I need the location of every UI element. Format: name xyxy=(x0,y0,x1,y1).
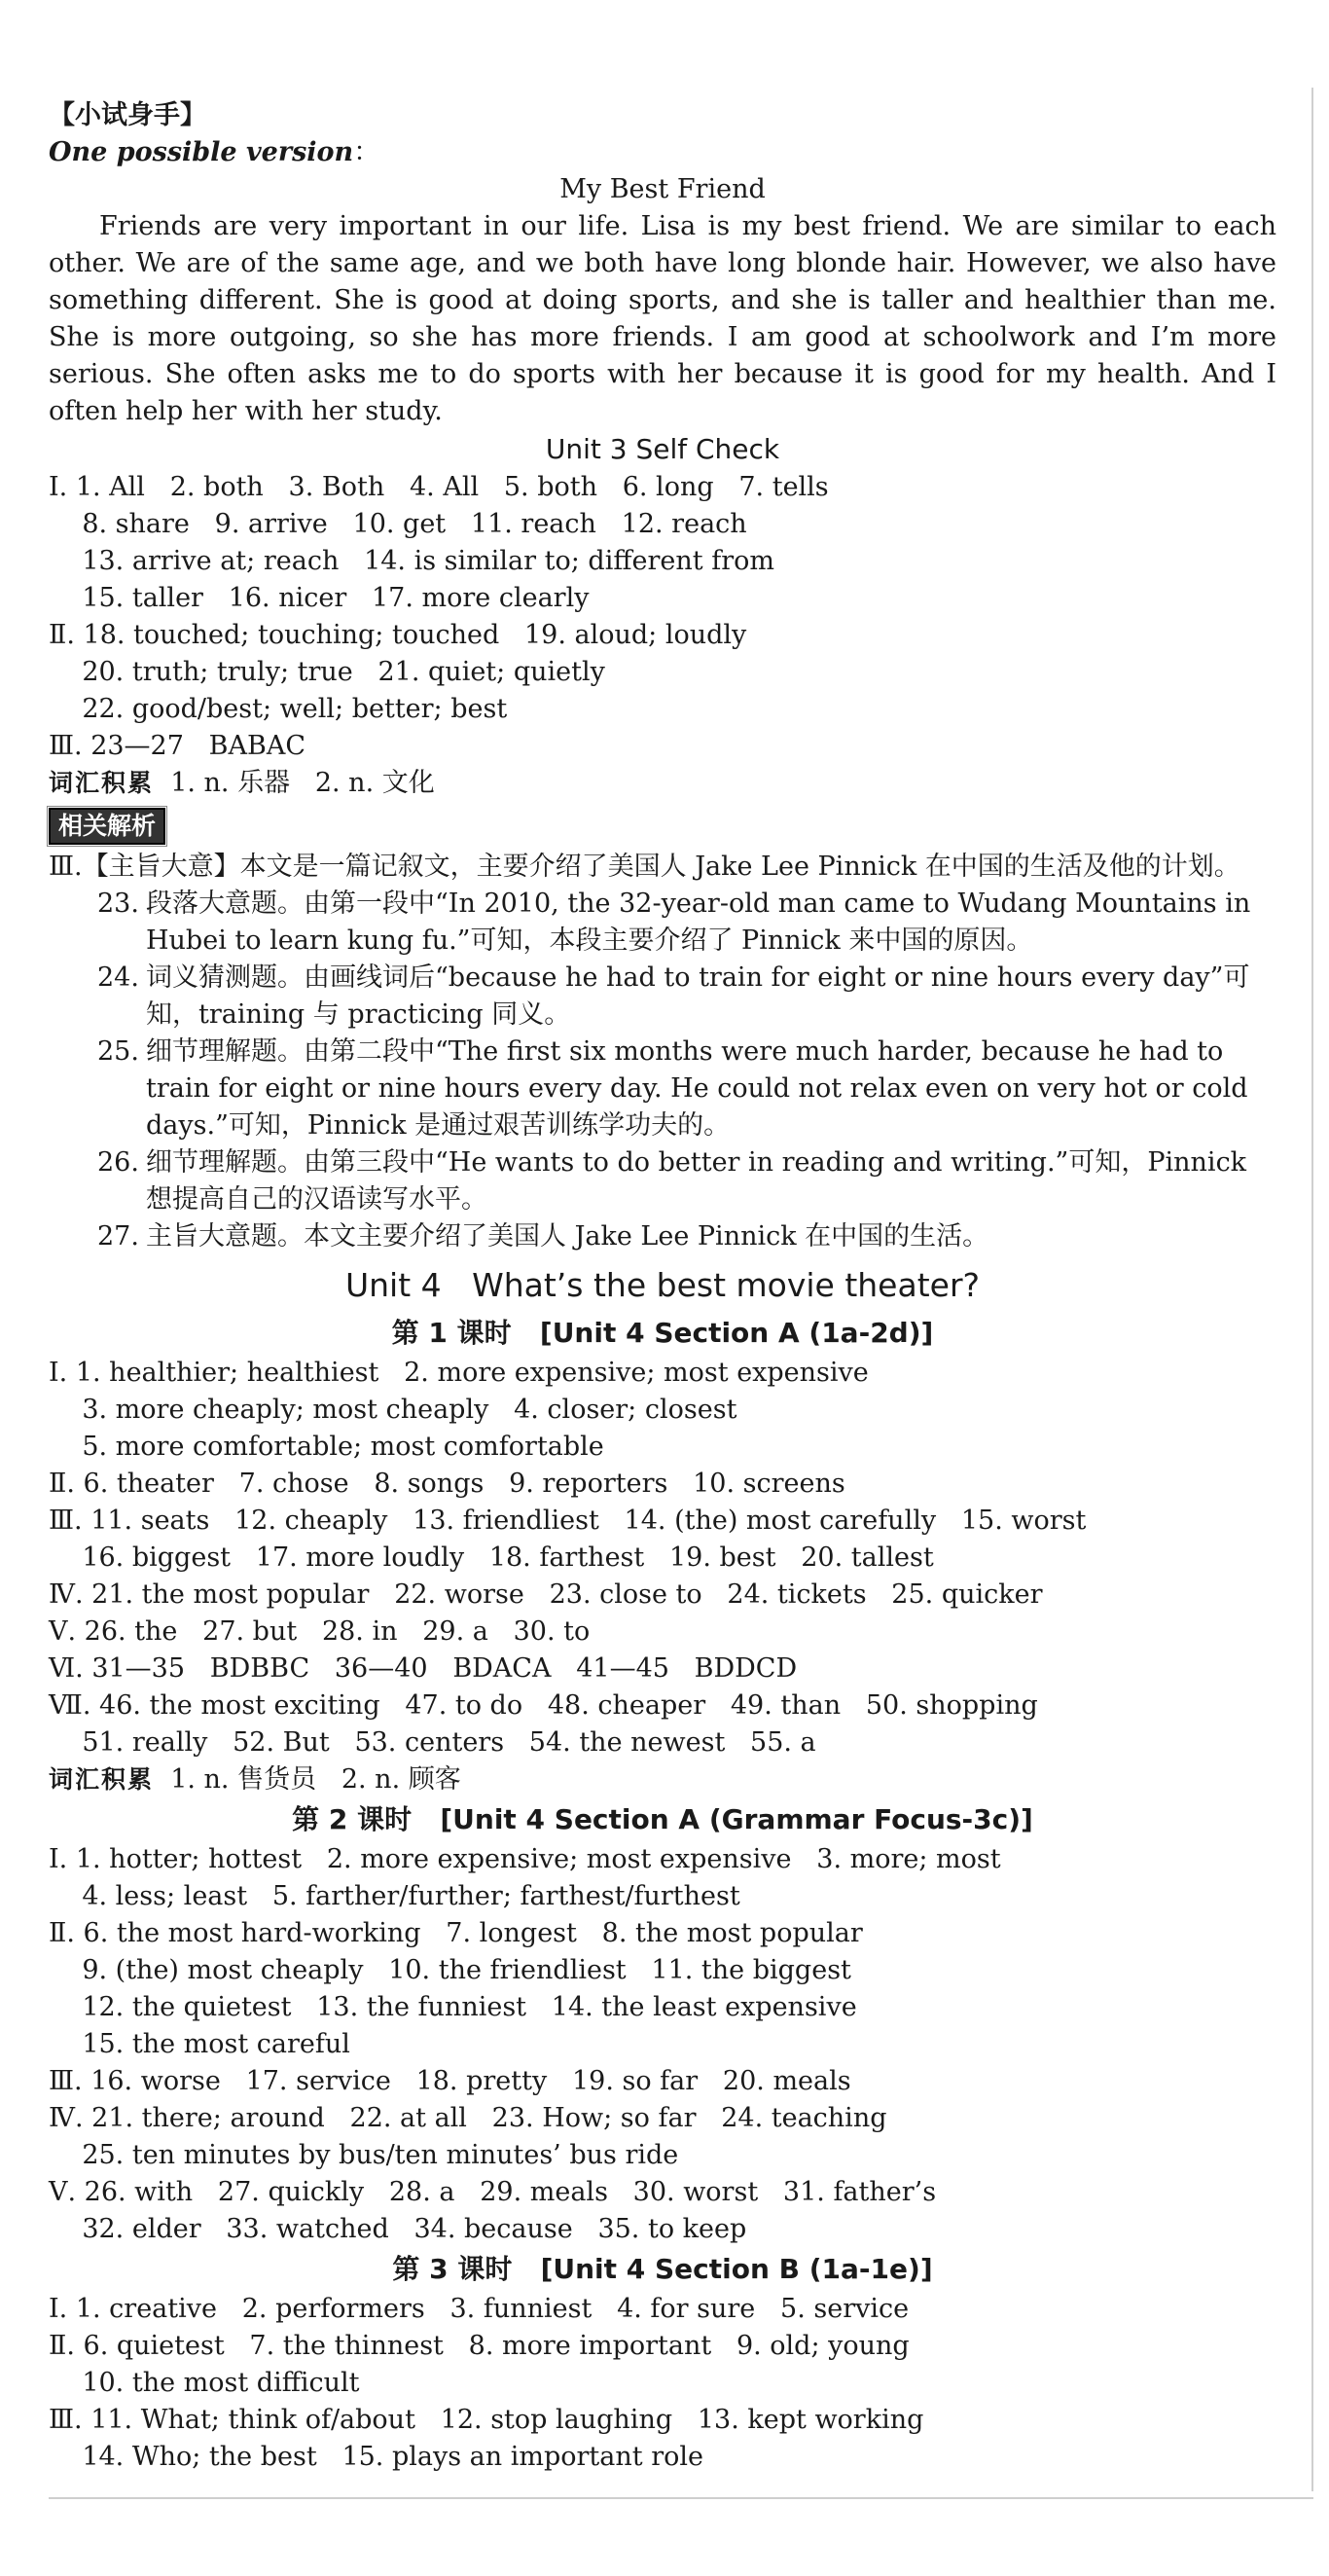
lesson3-answers xyxy=(49,2291,1276,2476)
lesson1-heading: 第 1 课时 [Unit 4 Section A (1a-2d)] xyxy=(391,1317,934,1349)
answer-line: 32. elder 33. watched 34. because 35. to keep xyxy=(49,2214,747,2244)
version-line xyxy=(49,134,1276,171)
analysis-item-text: 词义猜测题。由画线词后“because he had to train for eight or nine hours every day”可知，training 与 practicing 同义。 xyxy=(146,962,1250,1030)
answer-line: 3. more cheaply; most cheaply 4. closer; closest xyxy=(49,1395,737,1425)
essay-body: Friends are very important in our life. Lisa is my best friend. We are similar to each other. We are of the same age, and we both have long blonde hair. However, we also have something different. She is good at doing sports, and she is taller and healthier than me. She is more outgoing, so she has more friends. I am good at schoolwork and I’m more serious. She often asks me to do sports with her because it is good for my health. And I often help her with her study. xyxy=(49,211,1276,426)
analysis-item xyxy=(49,886,1276,960)
analysis-intro: Ⅲ.【主旨大意】本文是一篇记叙文，主要介绍了美国人 Jake Lee Pinnick 在中国的生活及他的计划。 xyxy=(49,852,1240,882)
answer-line: Ⅴ. 26. with 27. quickly 28. a 29. meals 30. worst 31. father’s xyxy=(49,2177,937,2207)
analysis-item-text: 细节理解题。由第三段中“He wants to do better in reading and writing.”可知，Pinnick 想提高自己的汉语读写水平。 xyxy=(146,1147,1247,1215)
analysis-item xyxy=(49,1218,1276,1255)
answer-line: 14. Who; the best 15. plays an important role xyxy=(49,2442,703,2472)
analysis-tag: 相关解析 xyxy=(49,808,165,845)
answer-line: Ⅶ. 46. the most exciting 47. to do 48. cheaper 49. than 50. shopping xyxy=(49,1690,1038,1721)
answer-line: Ⅴ. 26. the 27. but 28. in 29. a 30. to xyxy=(49,1616,591,1647)
lesson3-heading: 第 3 课时 [Unit 4 Section B (1a-1e)] xyxy=(392,2253,933,2285)
answer-line: 16. biggest 17. more loudly 18. farthest 19. best 20. tallest xyxy=(49,1542,934,1573)
essay-title: My Best Friend xyxy=(559,174,766,204)
answer-line: 15. taller 16. nicer 17. more clearly xyxy=(49,583,590,613)
analysis-tag-row xyxy=(49,802,1276,849)
unit4-heading: Unit 4 What’s the best movie theater? xyxy=(344,1266,981,1304)
analysis-item-number: 27. xyxy=(97,1221,139,1252)
answer-line: 12. the quietest 13. the funniest 14. the least expensive xyxy=(49,1992,857,2022)
answer-line: Ⅰ. 1. All 2. both 3. Both 4. All 5. both 6. long 7. tells xyxy=(49,472,829,502)
answer-line: 22. good/best; well; better; best xyxy=(49,694,508,724)
answer-line: Ⅰ. 1. healthier; healthiest 2. more expensive; most expensive xyxy=(49,1358,869,1388)
lesson2-heading: 第 2 课时 [Unit 4 Section A (Grammar Focus-3c)] xyxy=(292,1803,1033,1835)
analysis-item-number: 26. xyxy=(97,1147,139,1178)
answer-line: 5. more comfortable; most comfortable xyxy=(49,1432,604,1462)
unit3-heading: Unit 3 Self Check xyxy=(545,433,780,465)
lesson2-answers xyxy=(49,1841,1276,2248)
answer-line: Ⅲ. 11. seats 12. cheaply 13. friendliest 14. (the) most carefully 15. worst xyxy=(49,1506,1087,1536)
answer-line: 20. truth; truly; true 21. quiet; quietly xyxy=(49,657,605,687)
answer-line: 9. (the) most cheaply 10. the friendliest 11. the biggest xyxy=(49,1955,851,1985)
lesson1-answers xyxy=(49,1355,1276,1761)
answer-page xyxy=(49,97,1276,2476)
unit3-answers xyxy=(49,469,1276,765)
practice-title: 【小试身手】 xyxy=(49,100,206,130)
unit3-vocab xyxy=(49,765,1276,802)
analysis-item xyxy=(49,960,1276,1034)
vocab-text: 1. n. 乐器 2. n. 文化 xyxy=(170,768,435,798)
answer-line: Ⅱ. 6. theater 7. chose 8. songs 9. reporters 10. screens xyxy=(49,1469,845,1499)
version-colon: ： xyxy=(353,137,380,167)
answer-line: Ⅱ. 6. the most hard-working 7. longest 8. the most popular xyxy=(49,1918,863,1948)
right-border-rule xyxy=(1311,88,1313,2491)
bottom-border-rule xyxy=(49,2497,1313,2499)
analysis-item xyxy=(49,1034,1276,1144)
analysis-item-text: 主旨大意题。本文主要介绍了美国人 Jake Lee Pinnick 在中国的生活。 xyxy=(146,1221,989,1252)
answer-line: Ⅰ. 1. hotter; hottest 2. more expensive; most expensive 3. more; most xyxy=(49,1844,1001,1874)
vocab-label: 词汇积累 xyxy=(49,769,155,797)
answer-line: Ⅳ. 21. the most popular 22. worse 23. close to 24. tickets 25. quicker xyxy=(49,1579,1043,1610)
analysis-item xyxy=(49,1144,1276,1218)
analysis-item-text: 段落大意题。由第一段中“In 2010, the 32-year-old man came to Wudang Mountains in Hubei to learn kung fu.”可知，本段主要介绍了 Pinnick 来中国的原因。 xyxy=(146,889,1251,956)
answer-line: 4. less; least 5. farther/further; farthest/furthest xyxy=(49,1881,740,1911)
analysis-item-number: 23. xyxy=(97,889,139,919)
answer-line: Ⅱ. 6. quietest 7. the thinnest 8. more important 9. old; young xyxy=(49,2331,910,2361)
version-label: One possible version xyxy=(49,137,354,167)
answer-line: 13. arrive at; reach 14. is similar to; different from xyxy=(49,546,774,576)
answer-line: Ⅵ. 31—35 BDBBC 36—40 BDACA 41—45 BDDCD xyxy=(49,1653,798,1684)
answer-line: Ⅲ. 16. worse 17. service 18. pretty 19. so far 20. meals xyxy=(49,2066,851,2096)
lesson1-vocab xyxy=(49,1761,1276,1798)
answer-line: Ⅰ. 1. creative 2. performers 3. funniest 4. for sure 5. service xyxy=(49,2294,910,2324)
answer-line: 10. the most difficult xyxy=(49,2368,360,2398)
answer-line: Ⅲ. 11. What; think of/about 12. stop laughing 13. kept working xyxy=(49,2405,924,2435)
answer-line: 15. the most careful xyxy=(49,2029,350,2059)
answer-line: 25. ten minutes by bus/ten minutes’ bus ride xyxy=(49,2140,679,2170)
answer-line: Ⅳ. 21. there; around 22. at all 23. How; so far 24. teaching xyxy=(49,2103,887,2133)
answer-line: 8. share 9. arrive 10. get 11. reach 12. reach xyxy=(49,509,747,539)
analysis-item-text: 细节理解题。由第二段中“The first six months were much harder, because he had to train for eight or nine hours every day. He could not relax even on very hot or cold days.”可知，Pinnick 是通过艰苦训练学功夫的。 xyxy=(146,1036,1248,1141)
analysis-item-number: 24. xyxy=(97,962,139,993)
answer-line: Ⅲ. 23—27 BABAC xyxy=(49,731,306,761)
vocab-label: 词汇积累 xyxy=(49,1765,155,1794)
analysis-item-number: 25. xyxy=(97,1036,139,1067)
vocab-text: 1. n. 售货员 2. n. 顾客 xyxy=(170,1764,461,1795)
answer-line: 51. really 52. But 53. centers 54. the newest 55. a xyxy=(49,1727,816,1758)
answer-line: Ⅱ. 18. touched; touching; touched 19. aloud; loudly xyxy=(49,620,747,650)
